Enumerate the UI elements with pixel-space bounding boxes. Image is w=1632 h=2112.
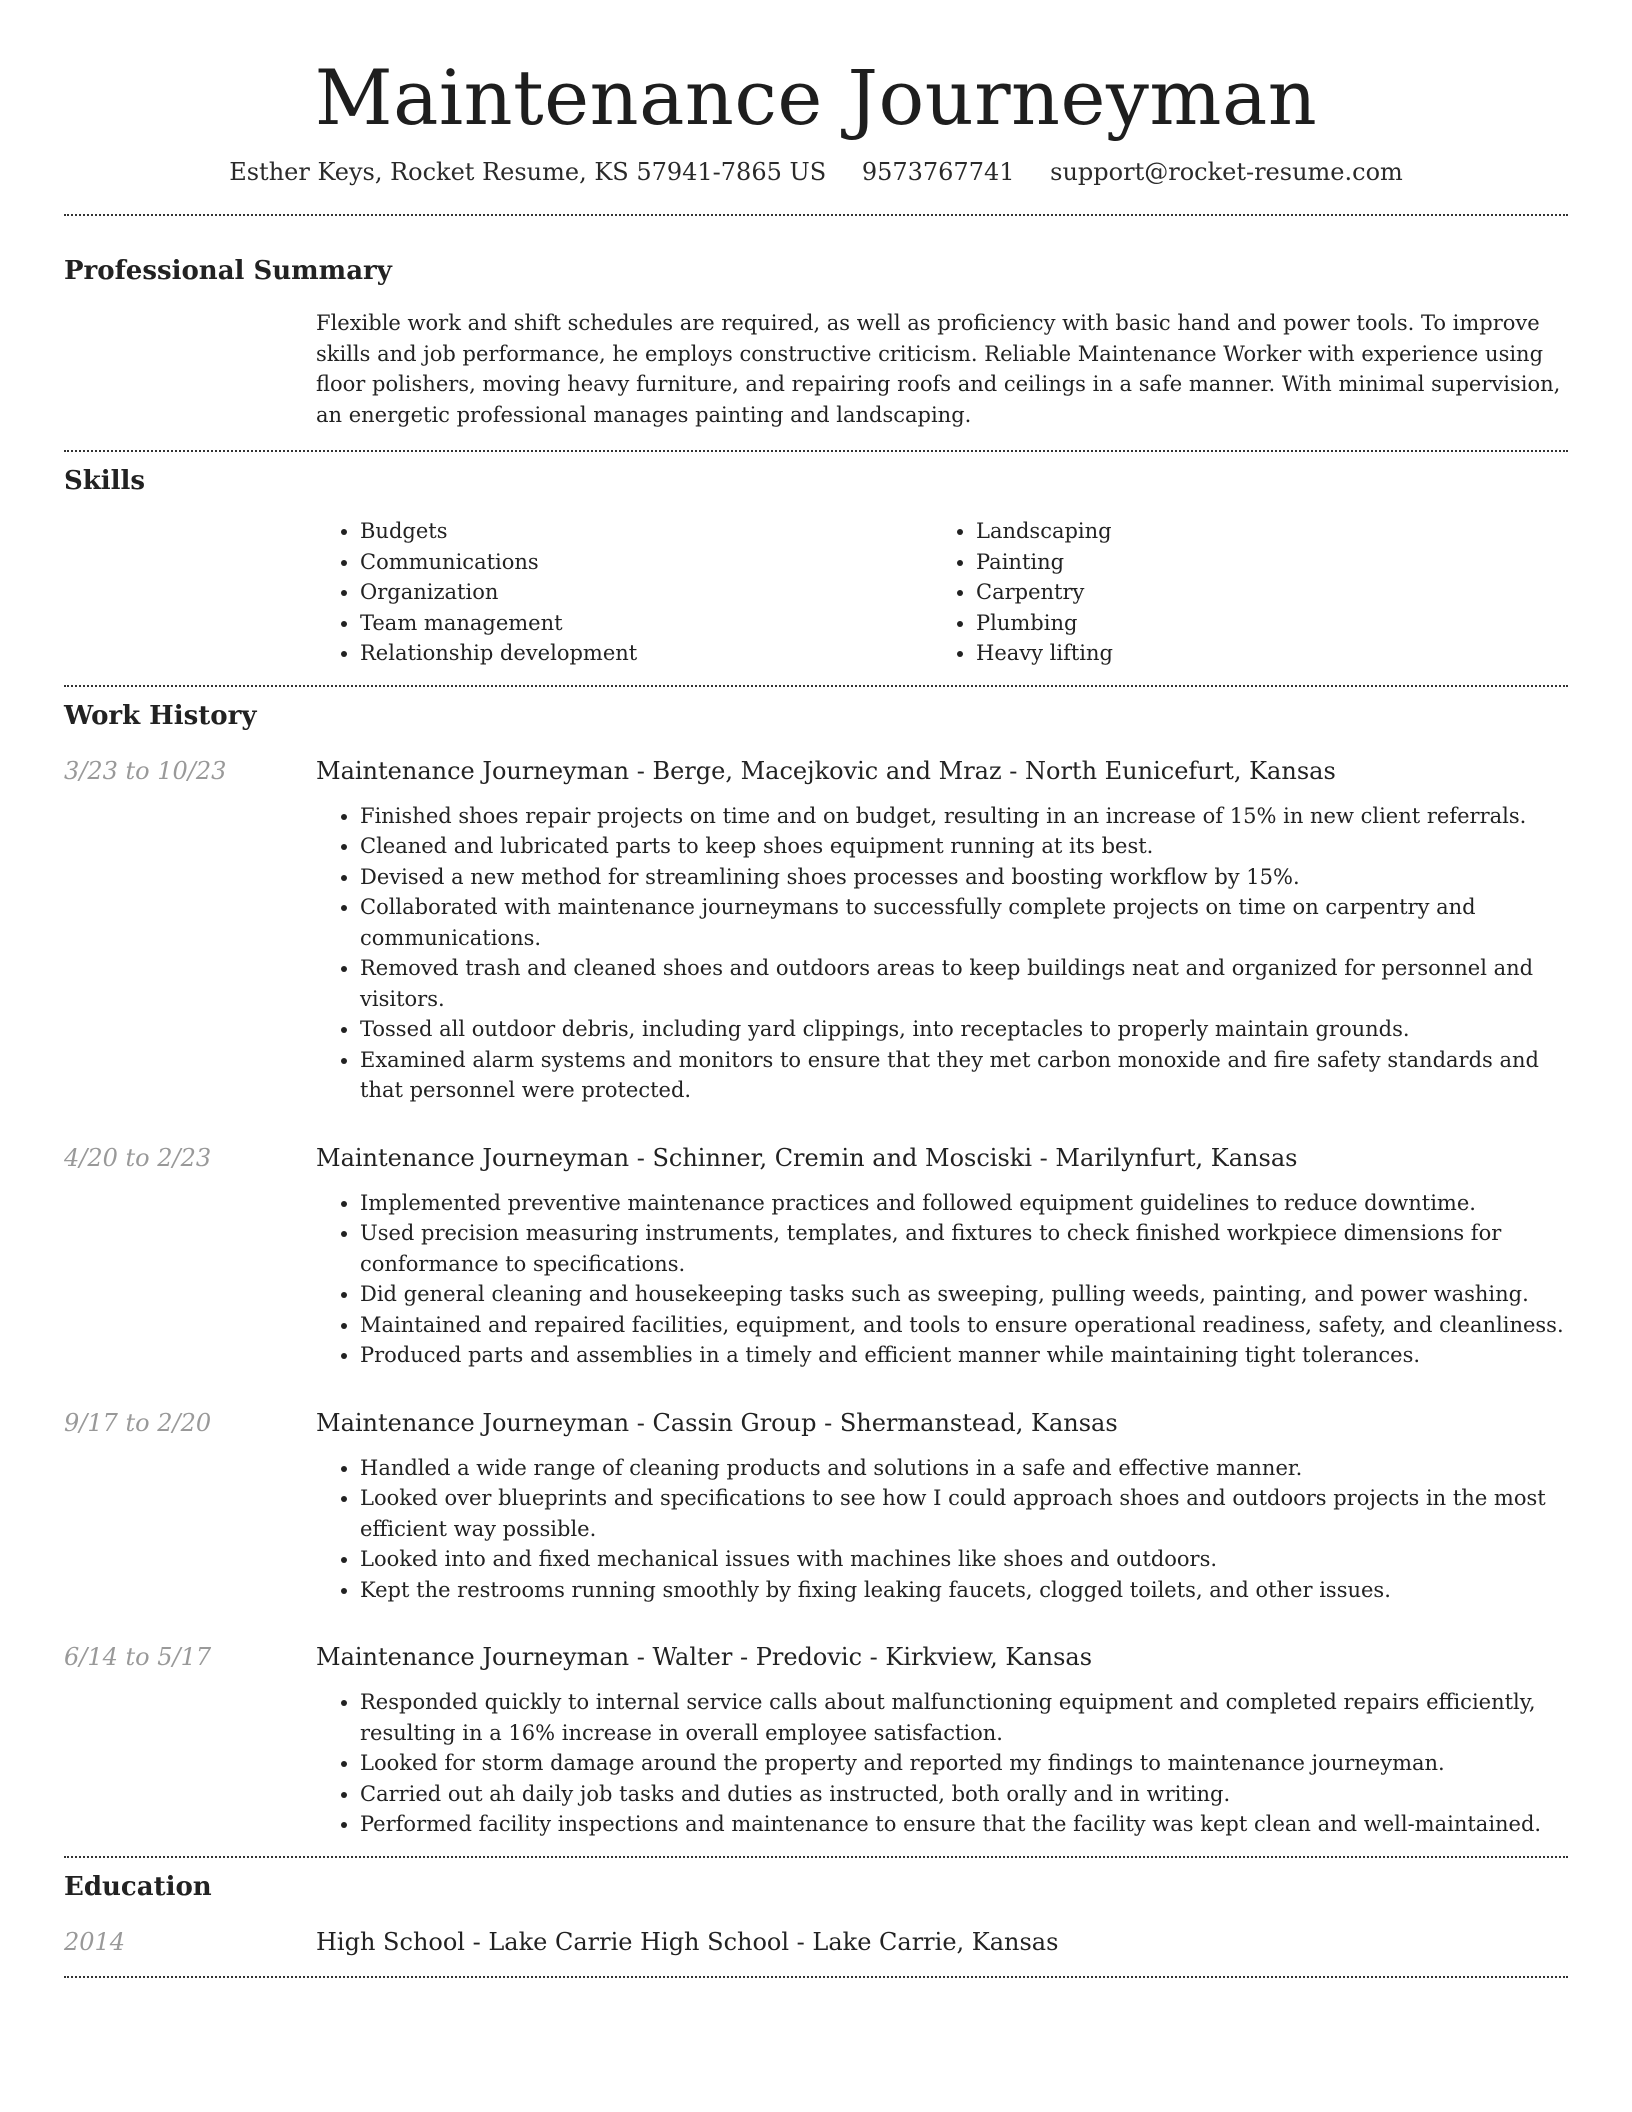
- job-dates: 6/14 to 5/17: [64, 1643, 212, 1671]
- skill-item: • Landscaping: [976, 516, 1548, 547]
- job-bullet: • Did general cleaning and housekeeping tasks such as sweeping, pulling weeds, painting, and power washing.: [360, 1279, 1568, 1310]
- section-heading-work: Work History: [64, 700, 257, 731]
- skill-item: • Carpentry: [976, 577, 1548, 608]
- contact-address: Esther Keys, Rocket Resume, KS 57941-7865 US: [229, 158, 827, 186]
- section-heading-education: Education: [64, 1871, 212, 1902]
- divider: [64, 685, 1568, 687]
- job-bullet: • Finished shoes repair projects on time and on budget, resulting in an increase of 15% in new client referrals.: [360, 801, 1568, 832]
- job-bullet: • Collaborated with maintenance journeymans to successfully complete projects on time on carpentry and communications.: [360, 892, 1568, 953]
- skill-item: • Communications: [360, 547, 932, 578]
- job-bullets: [316, 1687, 1568, 1840]
- section-heading-skills: Skills: [64, 466, 146, 496]
- job-title: Maintenance Journeyman - Berge, Macejkovic and Mraz - North Eunicefurt, Kansas: [316, 756, 1336, 785]
- skills-row: [64, 516, 1568, 669]
- resume-page: [64, 0, 1568, 1978]
- skill-item: • Painting: [976, 547, 1548, 578]
- job-bullet: • Looked over blueprints and specifications to see how I could approach shoes and outdoors projects in the most efficient way possible.: [360, 1483, 1568, 1544]
- contact-line: [64, 154, 1568, 190]
- education-entry: [64, 1926, 1568, 1958]
- job-bullet: • Implemented preventive maintenance practices and followed equipment guidelines to reduce downtime.: [360, 1188, 1568, 1219]
- job-dates: 4/20 to 2/23: [64, 1143, 212, 1172]
- job-entry: [64, 1407, 1568, 1606]
- skill-item: • Organization: [360, 577, 932, 608]
- job-entry: [64, 755, 1568, 1106]
- summary-text: Flexible work and shift schedules are required, as well as proficiency with basic hand and power tools. To improve skills and job performance, he employs constructive criticism. Reliable Maintenance Worker with experience using floor polishers, moving heavy furniture, and repairing roofs and ceilings in a safe manner. With minimal supervision, an energetic professional manages painting and landscaping.: [316, 311, 1561, 427]
- job-bullet: • Handled a wide range of cleaning products and solutions in a safe and effective manner.: [360, 1453, 1568, 1484]
- summary-row: [64, 308, 1568, 430]
- skill-item: • Relationship development: [360, 638, 932, 669]
- job-title: Maintenance Journeyman - Cassin Group - Shermanstead, Kansas: [316, 1408, 1118, 1437]
- skill-item: • Budgets: [360, 516, 932, 547]
- job-bullet: • Looked for storm damage around the property and reported my findings to maintenance journeyman.: [360, 1748, 1568, 1779]
- job-bullet: • Cleaned and lubricated parts to keep shoes equipment running at its best.: [360, 831, 1568, 862]
- section-heading-summary: Professional Summary: [64, 256, 392, 286]
- job-entry: [64, 1142, 1568, 1371]
- education-title: High School - Lake Carrie High School - Lake Carrie, Kansas: [316, 1927, 1059, 1956]
- job-bullet: • Looked into and fixed mechanical issues with machines like shoes and outdoors.: [360, 1544, 1568, 1575]
- skills-list-left: [316, 516, 932, 669]
- job-bullet: • Kept the restrooms running smoothly by fixing leaking faucets, clogged toilets, and other issues.: [360, 1575, 1568, 1606]
- divider: [64, 1976, 1568, 1978]
- divider: [64, 450, 1568, 452]
- job-bullet: • Produced parts and assemblies in a timely and efficient manner while maintaining tight tolerances.: [360, 1340, 1568, 1371]
- job-bullet: • Used precision measuring instruments, templates, and fixtures to check finished workpiece dimensions for conformance to specifications.: [360, 1218, 1568, 1279]
- job-bullet: • Performed facility inspections and maintenance to ensure that the facility was kept clean and well-maintained.: [360, 1809, 1568, 1840]
- job-bullets: [316, 801, 1568, 1106]
- job-dates: 3/23 to 10/23: [64, 756, 227, 785]
- skill-item: • Team management: [360, 608, 932, 639]
- job-dates: 9/17 to 2/20: [64, 1408, 212, 1437]
- job-entry: [64, 1641, 1568, 1840]
- resume-title: Maintenance Journeyman: [314, 53, 1318, 142]
- contact-email: support@rocket-resume.com: [1050, 158, 1403, 186]
- divider: [64, 214, 1568, 216]
- job-bullet: • Responded quickly to internal service calls about malfunctioning equipment and completed repairs efficiently, resulting in a 16% increase in overall employee satisfaction.: [360, 1687, 1568, 1748]
- job-bullet: • Examined alarm systems and monitors to ensure that they met carbon monoxide and fire safety standards and that personnel were protected.: [360, 1045, 1568, 1106]
- job-bullets: [316, 1188, 1568, 1371]
- job-bullets: [316, 1453, 1568, 1606]
- job-bullet: • Maintained and repaired facilities, equipment, and tools to ensure operational readiness, safety, and cleanliness.: [360, 1310, 1568, 1341]
- job-bullet: • Carried out ah daily job tasks and duties as instructed, both orally and in writing.: [360, 1779, 1568, 1810]
- job-bullet: • Removed trash and cleaned shoes and outdoors areas to keep buildings neat and organized for personnel and visitors.: [360, 953, 1568, 1014]
- contact-phone: 9573767741: [861, 158, 1015, 186]
- skill-item: • Plumbing: [976, 608, 1548, 639]
- job-bullet: • Tossed all outdoor debris, including yard clippings, into receptacles to properly maintain grounds.: [360, 1014, 1568, 1045]
- skills-list-right: [932, 516, 1548, 669]
- skill-item: • Heavy lifting: [976, 638, 1548, 669]
- job-title: Maintenance Journeyman - Walter - Predovic - Kirkview, Kansas: [316, 1643, 1093, 1671]
- education-year: 2014: [64, 1927, 126, 1956]
- divider: [64, 1856, 1568, 1858]
- job-bullet: • Devised a new method for streamlining shoes processes and boosting workflow by 15%.: [360, 862, 1568, 893]
- job-title: Maintenance Journeyman - Schinner, Cremin and Mosciski - Marilynfurt, Kansas: [316, 1143, 1298, 1172]
